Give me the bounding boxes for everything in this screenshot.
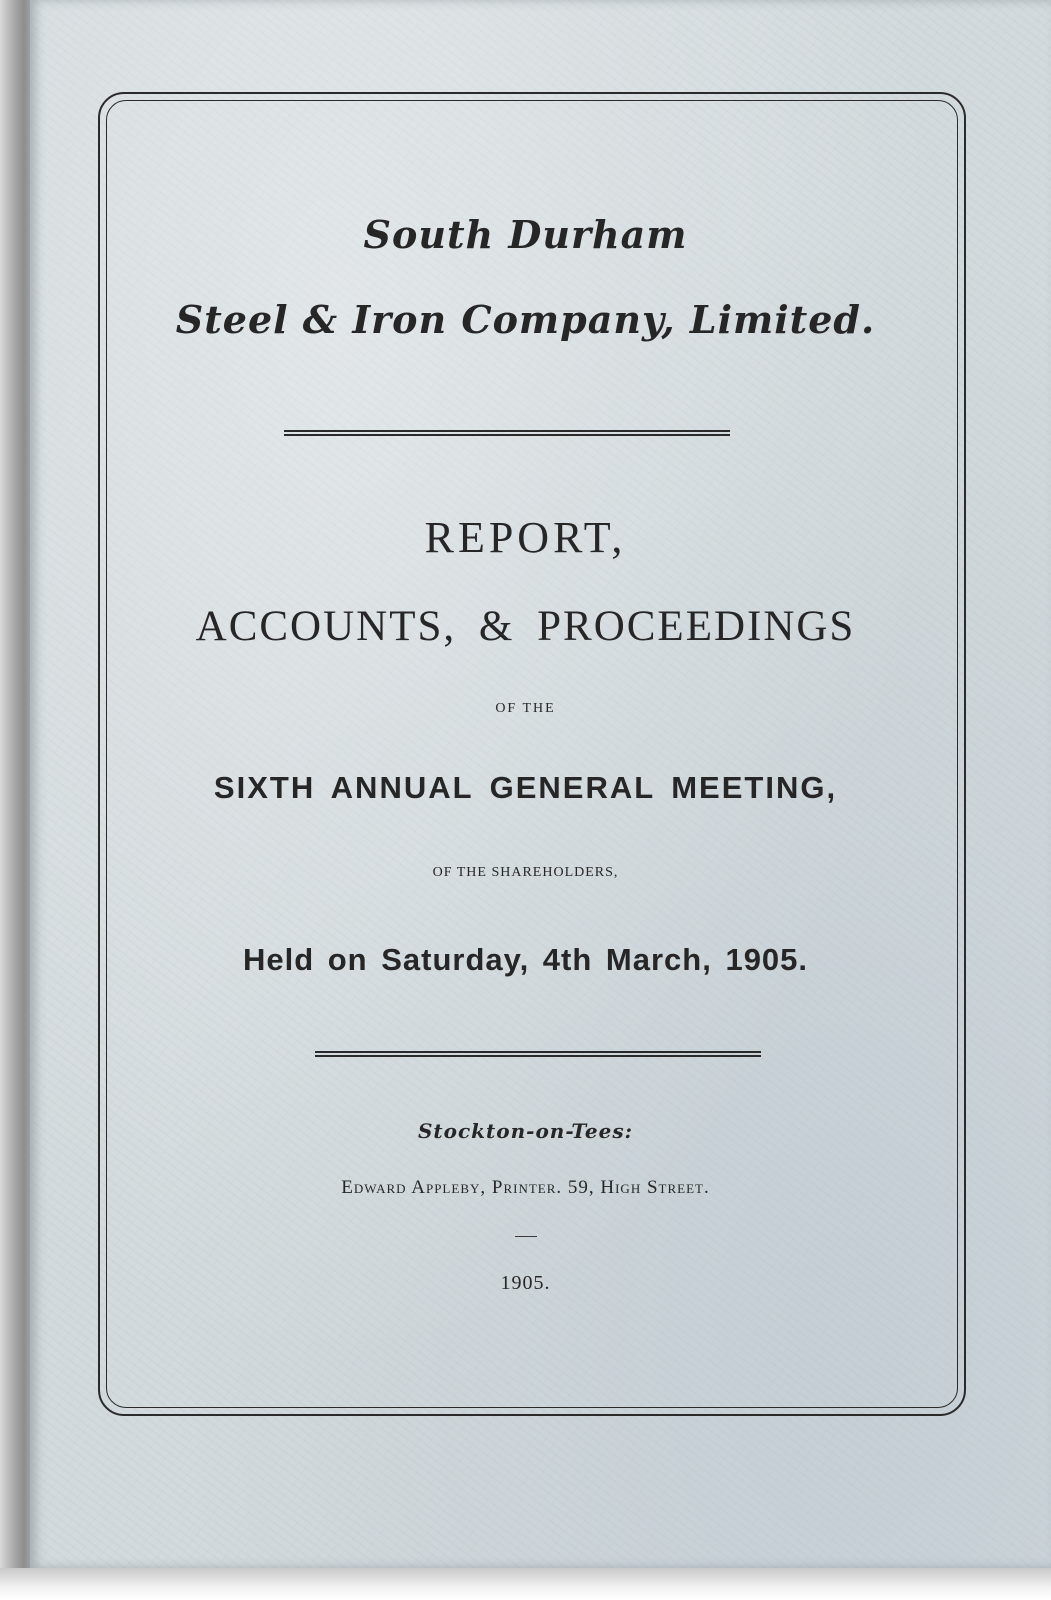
- separator-dash: [515, 1236, 537, 1237]
- company-name-line2: Steel & Iron Company, Limited.: [175, 297, 876, 342]
- double-rule-top: [284, 430, 730, 436]
- double-rule-bottom: [315, 1051, 761, 1057]
- place-of-printing: Stockton-on-Tees:: [417, 1119, 634, 1143]
- page-bottom-edge: [0, 1568, 1051, 1600]
- company-name-line1: South Durham: [363, 212, 688, 257]
- printer-line: Edward Appleby, Printer. 59, High Street.: [341, 1177, 710, 1198]
- meeting-date: Held on Saturday, 4th March, 1905.: [242, 942, 809, 977]
- publication-year: 1905.: [500, 1272, 551, 1294]
- title-report: REPORT,: [424, 513, 627, 562]
- title-accounts-proceedings: ACCOUNTS, & PROCEEDINGS: [195, 603, 856, 650]
- of-shareholders-label: OF THE SHAREHOLDERS,: [432, 865, 619, 880]
- meeting-title: SIXTH ANNUAL GENERAL MEETING,: [213, 770, 838, 805]
- of-the-label: OF THE: [495, 701, 556, 716]
